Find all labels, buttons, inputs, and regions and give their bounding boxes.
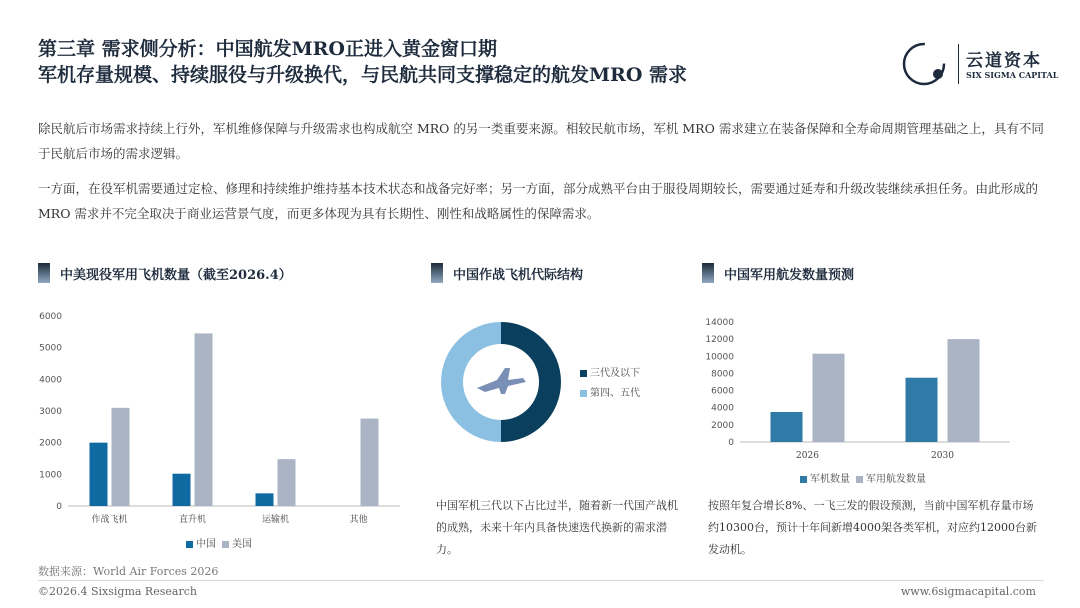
- x-category-label: 运输机: [261, 515, 290, 525]
- legend-label: 军机数量: [810, 474, 850, 485]
- y-tick-label: 12000: [705, 335, 734, 346]
- legend-label: 第四、五代: [590, 388, 640, 399]
- legend-swatch: [186, 541, 193, 548]
- bar: [906, 378, 938, 442]
- section-title: 中美现役军用飞机数量（截至2026.4）: [60, 268, 292, 283]
- engine-caption: 按照年复合增长8%、一飞三发的假设预测，当前中国军机存量市场约10300台，预计十年间新增4000架各类军机，对应约12000台新发动机。: [708, 499, 1037, 556]
- section-marker: [38, 263, 50, 283]
- x-category-label: 作战飞机: [91, 515, 128, 525]
- logo-mark-icon: [900, 40, 948, 88]
- legend-swatch: [580, 390, 587, 397]
- intro-paragraph-1: 除民航后市场需求持续上行外，军机维修保障与升级需求也构成航空 MRO 的另一类重要来源。相较民航市场，军机 MRO 需求建立在装备保障和全寿命周期管理基础之上，具有不同于民航后市场的需求逻辑。: [38, 121, 1044, 161]
- generation-caption: 中国军机三代以下占比过半，随着新一代国产战机的成熟，未来十年内具备快速迭代换新的需求潜力。: [436, 499, 678, 556]
- legend-label: 三代及以下: [590, 368, 640, 379]
- footer-divider: [38, 580, 1044, 581]
- legend-item: [580, 384, 640, 404]
- y-tick-label: 8000: [711, 369, 734, 380]
- fighter-jet-icon: [477, 368, 526, 394]
- engine-chart-legend: [800, 470, 932, 485]
- legend-item: [580, 364, 640, 384]
- legend-swatch: [800, 476, 807, 483]
- logo-cn-text: 云道资本: [966, 51, 1042, 71]
- section-title: 中国作战飞机代际结构: [453, 268, 584, 283]
- y-tick-label: 3000: [39, 407, 62, 417]
- data-source: 数据来源：World Air Forces 2026: [38, 565, 219, 578]
- y-tick-label: 0: [728, 438, 734, 448]
- y-tick-label: 1000: [39, 470, 62, 481]
- x-category-label: 2030: [931, 451, 954, 461]
- y-tick-label: 10000: [705, 352, 734, 363]
- logo-divider: [958, 44, 959, 84]
- x-category-label: 其他: [349, 515, 368, 525]
- aircraft-chart-legend: [186, 535, 258, 550]
- y-tick-label: 2000: [39, 438, 62, 449]
- bar: [278, 459, 296, 506]
- logo-en-text: SIX SIGMA CAPITAL: [966, 70, 1059, 80]
- x-category-label: 直升机: [178, 515, 207, 525]
- page-subtitle: 军机存量规模、持续服役与升级换代，与民航共同支撑稳定的航发MRO 需求: [38, 64, 687, 86]
- bar: [256, 493, 274, 506]
- footer-copyright: ©2026.4 Sixsigma Research: [38, 585, 197, 598]
- brand-logo: [900, 40, 1059, 88]
- y-tick-label: 0: [56, 502, 62, 512]
- x-category-label: 2026: [796, 451, 819, 461]
- legend-swatch: [580, 370, 587, 377]
- legend-item: [856, 474, 926, 485]
- engine-forecast-bar-chart: [700, 312, 1030, 462]
- bar: [90, 443, 108, 506]
- y-tick-label: 6000: [39, 312, 62, 322]
- y-tick-label: 6000: [711, 386, 734, 397]
- section-marker: [431, 263, 443, 283]
- bar: [173, 474, 191, 506]
- bar: [112, 408, 130, 506]
- bar: [771, 412, 803, 442]
- bar: [948, 339, 980, 442]
- generation-chart-legend: [580, 364, 646, 404]
- y-tick-label: 4000: [39, 375, 62, 386]
- legend-label: 美国: [232, 539, 252, 550]
- footer-website-link[interactable]: www.6sigmacapital.com: [900, 585, 1036, 598]
- legend-label: 中国: [196, 539, 216, 550]
- legend-label: 军用航发数量: [866, 474, 926, 485]
- section-title: 中国军用航发数量预测: [724, 268, 855, 283]
- legend-swatch: [856, 476, 863, 483]
- y-tick-label: 4000: [711, 403, 734, 414]
- legend-swatch: [222, 541, 229, 548]
- bar: [195, 333, 213, 506]
- legend-item: [222, 539, 252, 550]
- y-tick-label: 2000: [711, 420, 734, 431]
- bar: [361, 419, 379, 506]
- y-tick-label: 14000: [705, 318, 734, 328]
- legend-item: [186, 539, 216, 550]
- page-title: 第三章 需求侧分析：中国航发MRO正进入黄金窗口期: [38, 38, 497, 60]
- legend-item: [800, 474, 850, 485]
- aircraft-count-bar-chart: [30, 308, 410, 530]
- intro-paragraph-2: 一方面，在役军机需要通过定检、修理和持续维护维持基本技术状态和战备完好率；另一方面，部分成熟平台由于服役周期较长，需要通过延寿和升级改装继续承担任务。由此形成的 MRO 需求并不完全取决于商业运营景气度，而更多体现为具有长期性、刚性和战略属性的保障需求。: [38, 181, 1039, 221]
- bar: [813, 354, 845, 442]
- y-tick-label: 5000: [39, 343, 62, 354]
- section-marker: [702, 263, 714, 283]
